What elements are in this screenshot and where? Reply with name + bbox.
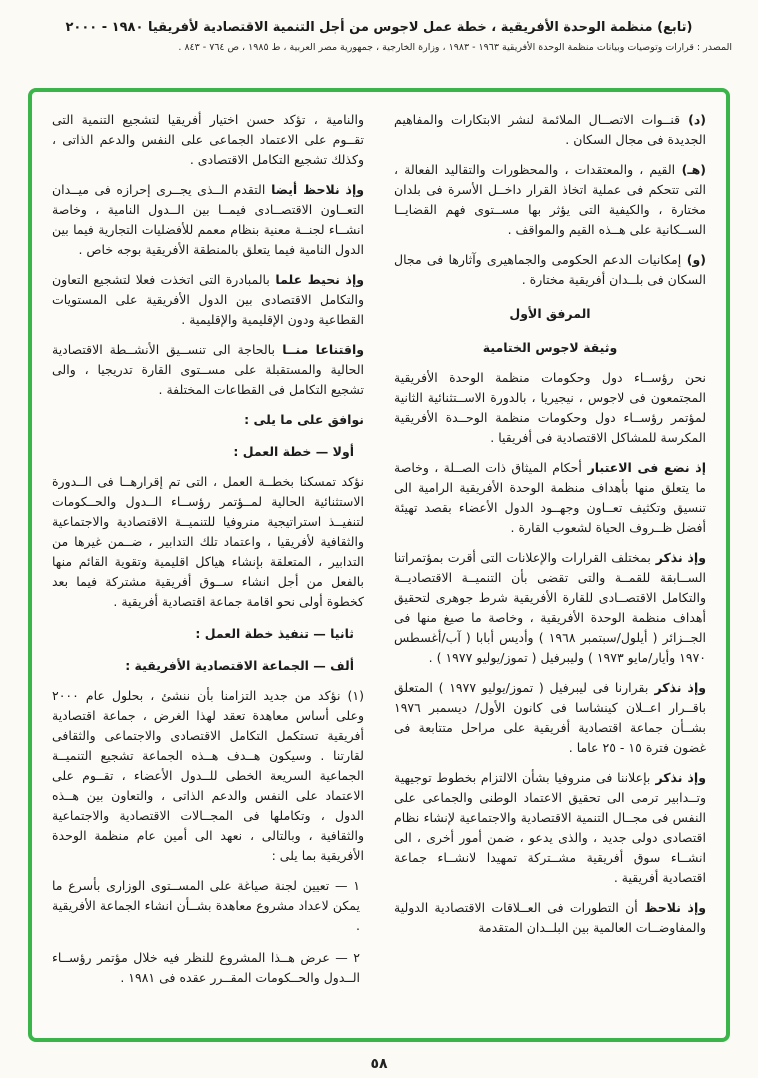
paragraph (52, 656, 354, 676)
paragraph (52, 180, 364, 260)
paragraph (394, 160, 706, 240)
paragraph (52, 686, 364, 866)
paragraph (52, 270, 364, 330)
paragraph (52, 340, 364, 400)
paragraph (394, 548, 706, 668)
paragraph-lead: وإذ نلاحظ أيضا (265, 182, 364, 197)
paragraph (394, 250, 706, 290)
paragraph-text: بالمبادرة التى اتخذت فعلا لتشجيع التعاون والتكامل الاقتصادى بين الدول الأفريقية على المستويات القطاعية ودون الإقليمية والإقليمية . (52, 272, 364, 327)
paragraph (52, 442, 354, 462)
paragraph (394, 678, 706, 758)
paragraph (52, 876, 364, 936)
paragraph-lead: واقتناعا منــا (274, 342, 364, 357)
paragraph-text: ألف — الجماعة الاقتصادية الأفريقية : (125, 658, 354, 673)
right-column (394, 110, 706, 1024)
page-number: ٥٨ (370, 1056, 388, 1072)
paragraph (52, 110, 364, 170)
paragraph-text: بمختلف القرارات والإعلانات التى أقرت بمؤتمراتنا الســابقة للقمــة والتى تقضى بأن التنميــة الاقتصاديــة والتكامل الاقتصــادى للقارة الأفريقية شرط جوهرى لتحقيق أهداف منظمة الوحدة الأفريقية ، وخاصة ما صيغ منها فى الجــزائر ( أيلول/سبتمبر ١٩٦٨ ) وأديس أبابا ( آب/أغسطس ١٩٧٠ وأيار/مايو ١٩٧٣ ) وليبرفيل ( تموز/يوليو ١٩٧٧ ) . (394, 550, 706, 665)
paragraph (52, 410, 364, 430)
paragraph-lead: وإذ نلاحظ (637, 900, 706, 915)
paragraph-text: قنــوات الاتصــال الملائمة لنشر الابتكارات والمفاهيم الجديدة فى مجال السكان . (394, 112, 706, 147)
page-header (26, 20, 732, 53)
content-frame (28, 88, 730, 1042)
paragraph-text: والنامية ، تؤكد حسن اختيار أفريقيا لتشجيع التنمية التى تقــوم على الاعتماد الجماعى على النفس والدعم الذاتى ، وكذلك تشجيع التكامل الاقتصادى . (52, 112, 364, 167)
paragraph (394, 458, 706, 538)
paragraph (52, 472, 364, 612)
paragraph-text: بإعلاننا فى منروفيا بشأن الالتزام بخطوط توجيهية وتــدابير ترمى الى تحقيق الاعتماد الوطنى والجماعى على النفس فى مجــال التنمية الاقتصادية والاجتماعية لإنشاء نظام اقتصادى دولى جديد ، والذى يدعو ، ضمن أمور أخرى ، الى انشــاء سوق أفريقية مشــتركة تمهيدا لانشــاء جماعة اقتصادية أفريقية . (394, 770, 706, 885)
paragraph-lead: إذ نضع فى الاعتبار (581, 460, 706, 475)
paragraph-text: التقدم الــذى يجــرى إحرازه فى ميــدان التعــاون الاقتصــادى فيمــا بين الــدول النامية ، وخاصة انشــاء لجنــة معنية بنظام معمم للأفضليات التجارية فيما بين الدول النامية فيما يتعلق بالمنطقة الأفريقية بوجه خاص . (52, 182, 364, 257)
paragraph-lead: وإذ نذكر (650, 550, 706, 565)
paragraph-text: أولا — خطة العمل : (233, 444, 354, 459)
paragraph-text: بالحاجة الى تنســيق الأنشــطة الاقتصادية الحالية والمستقبلة على مســتوى القارة تدريجيا ، والى تشجيع التكامل فى القطاعات المختلفة . (52, 342, 364, 397)
paragraph (52, 948, 364, 988)
paragraph (394, 768, 706, 888)
paragraph (394, 110, 706, 150)
paragraph-lead: وإذ نذكر (648, 680, 706, 695)
paragraph-text: المرفق الأول (509, 306, 591, 321)
paragraph (394, 304, 706, 324)
paragraph-text: (١) نؤكد من جديد التزامنا بأن ننشئ ، بحلول عام ٢٠٠٠ وعلى أساس معاهدة تعقد لهذا الغرض ، جماعة اقتصادية أفريقية تستكمل التكامل الاقتصادى والاجتماعى والثقافى لقارتنا . وسيكون هــدف هــذه الجماعة تشجيع التنميــة الجماعية السريعة الخطى للــدول الأعضاء ، تقــوم على الاعتماد على النفس والدعم الذاتى ، والتعاون بين هــذه الدول ، وتكاملها فى المجــالات الاقتصادية والاجتماعية والثقافية ، وبالتالى ، نعهد الى أمين عام منظمة الوحدة الأفريقية بما يلى : (52, 688, 364, 863)
paragraph-lead: نوافق على ما يلى : (244, 412, 364, 427)
paragraph (394, 368, 706, 448)
header-title: (تابع) منظمة الوحدة الأفريقية ، خطة عمل لاجوس من أجل التنمية الاقتصادية لأفريقيا ١٩٨٠ - ٢٠٠٠ (65, 20, 693, 35)
paragraph-text: القيم ، والمعتقدات ، والمحظورات والتقاليد الفعالة ، التى تتحكم فى عملية اتخاذ القرار داخــل الأسرة فى بلدان مختارة ، والكيفية التى يؤثر بها مســتوى فهم القضايــا الســكانية على هــذه القيم والمواقف . (394, 162, 706, 237)
paragraph-text: بقرارنا فى ليبرفيل ( تموز/يوليو ١٩٧٧ ) المتعلق باقــرار اعــلان كينشاسا فى كانون الأول/ ديسمبر ١٩٧٦ بشــأن جماعة اقتصادية أفريقية على مراحل متتابعة فى غضون فترة ١٥ - ٢٥ عاما . (394, 680, 706, 755)
paragraph-text: أحكام الميثاق ذات الصــلة ، وخاصة ما يتعلق منها بأهداف منظمة الوحدة الأفريقية الرامية الى تنسيق وتكثيف تعــاون وجهــود الدول الأعضاء بقصد تهيئة أفضل ظــروف الحياة لشعوب القارة . (394, 460, 706, 535)
paragraph-text: ٢ — عرض هــذا المشروع للنظر فيه خلال مؤتمر رؤســاء الــدول والحــكومات المقــرر عقده فى ١٩٨١ . (52, 950, 360, 985)
paragraph-lead: وإذ نذكر (650, 770, 706, 785)
paragraph-text: ثانيا — تنفيذ خطة العمل : (195, 626, 354, 641)
paragraph-text: أن التطورات فى العــلاقات الاقتصادية الدولية والمفاوضــات العالمية بين البلــدان المتقدمة (394, 900, 706, 935)
paragraph-text: نؤكد تمسكنا بخطــة العمل ، التى تم إقرارهــا فى الــدورة الاستثنائية الحالية لمــؤتمر رؤســاء الــدول والحــكومات لتنفيــذ استراتيجية منروفيا للتنميــة الاقتصادية والاجتماعية والثقافية لأفريقيا ، واعتماد تلك التدابير ، ضــمن غيرها من التدابير ، المتعلقة بإنشاء هياكل اقليمية وتقوية القائم منها بالفعل من أجل انشاء ســوق أفريقية مشتركة فيما بعد كخطوة أولى نحو اقامة جماعة اقتصادية أفريقية . (52, 474, 364, 609)
paragraph (394, 338, 706, 358)
paragraph-lead: وإذ نحيط علما (269, 272, 364, 287)
paragraph-text: وثيقة لاجوس الختامية (482, 340, 618, 355)
paragraph-text: إمكانيات الدعم الحكومى والجماهيرى وآثارها فى مجال السكان فى بلــدان أفريقية مختارة . (394, 252, 706, 287)
paragraph (52, 624, 354, 644)
paragraph-lead: (هـ) (675, 162, 706, 177)
left-column (52, 110, 364, 1024)
header-source: المصدر : قرارات وتوصيات وبيانات منظمة الوحدة الأفريقية ١٩٦٣ - ١٩٨٣ ، وزارة الخارجية ، جمهورية مصر العربية ، ط ١٩٨٥ ، ص ٧٦٤ - ٨٤٣ . (178, 42, 732, 53)
paragraph-text: نحن رؤســاء دول وحكومات منظمة الوحدة الأفريقية المجتمعون فى لاجوس ، نيجيريا ، بالدورة الاســتثنائية الثانية لمؤتمر رؤســاء دول وحكومات منظمة الوحــدة الأفريقية المكرسة للمشاكل الاقتصادية فى أفريقيا . (394, 370, 706, 445)
paragraph (394, 898, 706, 938)
paragraph-lead: (و) (681, 252, 706, 267)
paragraph-text: ١ — تعيين لجنة صياغة على المســتوى الوزارى بأسرع ما يمكن لاعداد مشروع معاهدة بشــأن انشاء الجماعة الأفريقية . (52, 878, 360, 933)
paragraph-lead: (د) (680, 112, 706, 127)
two-column-body (52, 110, 706, 1024)
